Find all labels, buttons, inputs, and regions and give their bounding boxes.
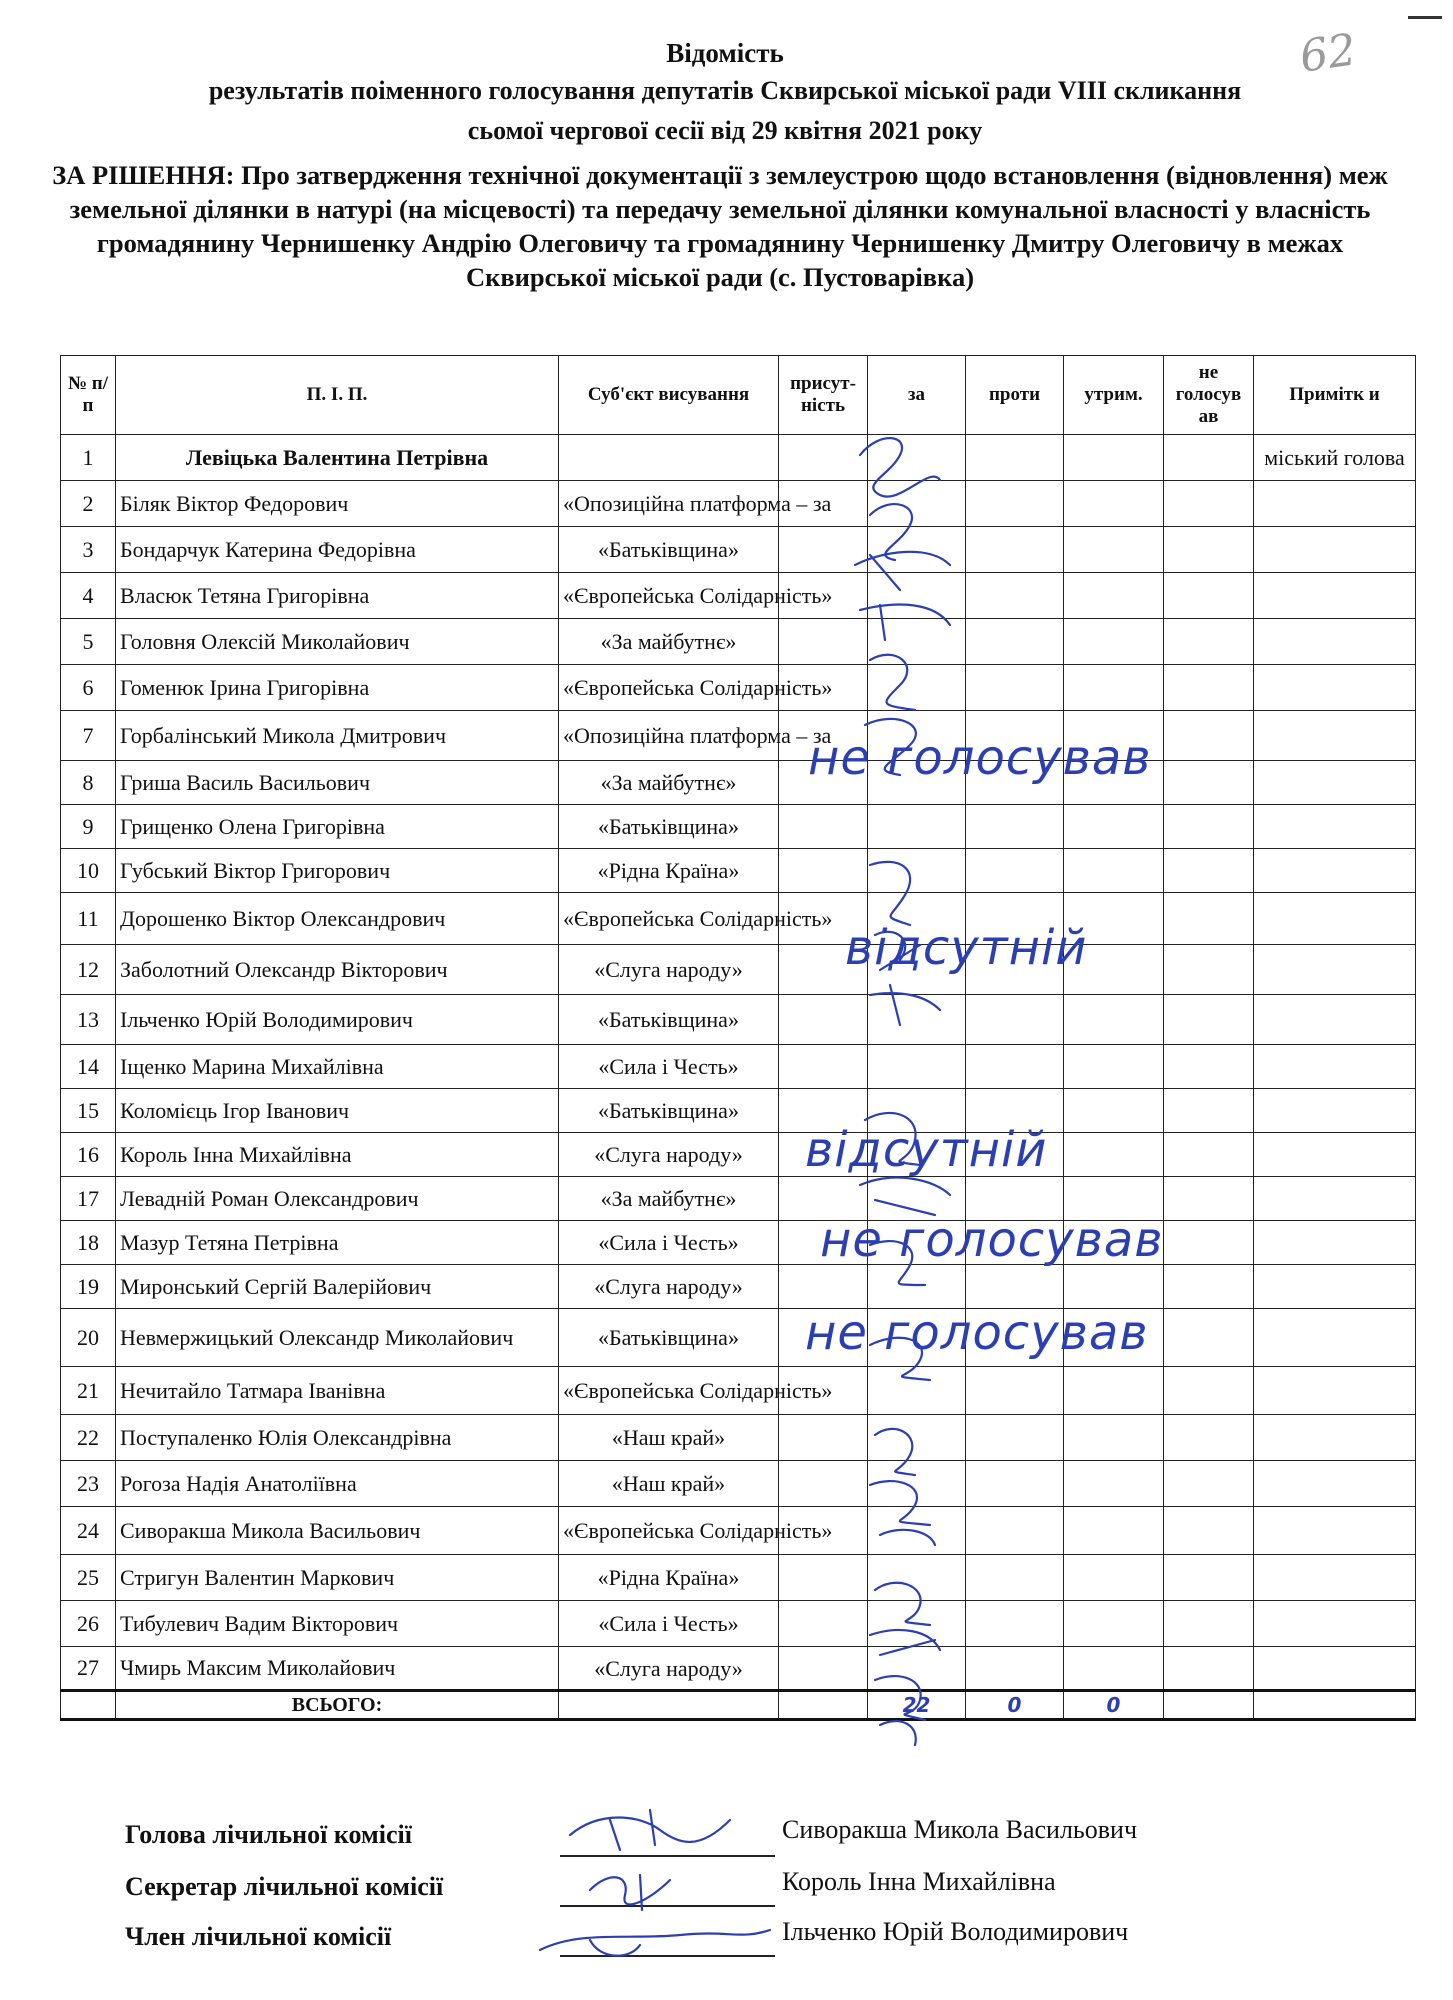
secretary-label: Секретар лічильної комісії [125, 1872, 444, 1901]
handwritten-absent-15: відсутній [805, 1122, 1048, 1178]
document-title: Відомість [666, 38, 784, 68]
row-number: 5 [61, 619, 116, 665]
cell-against [966, 1415, 1064, 1461]
deputy-name: Левіцька Валентина Петрівна [116, 435, 559, 481]
cell-against [966, 481, 1064, 527]
deputy-name: Мазур Тетяна Петрівна [116, 1221, 559, 1265]
deputy-name: Король Інна Михайлівна [116, 1133, 559, 1177]
nominating-party: «Батьківщина» [559, 1309, 779, 1367]
row-number: 14 [61, 1045, 116, 1089]
table-row [61, 1265, 1416, 1309]
cell-abstain [1064, 1415, 1164, 1461]
total-for: 22 [868, 1691, 966, 1720]
deputy-name: Гриша Василь Васильович [116, 761, 559, 805]
row-number: 13 [61, 995, 116, 1045]
header-for: за [868, 356, 966, 435]
deputy-name: Ільченко Юрій Володимирович [116, 995, 559, 1045]
table-row [61, 893, 1416, 945]
nominating-party: «Європейська Солідарність» [559, 665, 779, 711]
nominating-party: «Сила і Честь» [559, 1221, 779, 1265]
deputy-name: Тибулевич Вадим Вікторович [116, 1601, 559, 1647]
cell-not-voted [1164, 1045, 1254, 1089]
cell-note [1254, 1601, 1416, 1647]
cell-note [1254, 1647, 1416, 1691]
nominating-party: «Сила і Честь» [559, 1045, 779, 1089]
nominating-party: «Європейська Солідарність» [559, 893, 779, 945]
row-number: 25 [61, 1555, 116, 1601]
cell-abstain [1064, 1507, 1164, 1555]
deputy-name: Заболотний Олександр Вікторович [116, 945, 559, 995]
header-against: проти [966, 356, 1064, 435]
handwritten-not-voted-17: не голосував [820, 1212, 1164, 1268]
cell-not-voted [1164, 995, 1254, 1045]
table-row [61, 573, 1416, 619]
row-number: 20 [61, 1309, 116, 1367]
cell-not-voted [1164, 1133, 1254, 1177]
row-number: 23 [61, 1461, 116, 1507]
cell-note [1254, 1089, 1416, 1133]
cell-not-voted [1164, 527, 1254, 573]
cell-abstain [1064, 1265, 1164, 1309]
table-row [61, 1507, 1416, 1555]
header-abstain: утрим. [1064, 356, 1164, 435]
cell-note [1254, 481, 1416, 527]
cell-note [1254, 849, 1416, 893]
cell-not-voted [1164, 1461, 1254, 1507]
table-row [61, 1461, 1416, 1507]
row-number: 26 [61, 1601, 116, 1647]
total-against: 0 [966, 1691, 1064, 1720]
nominating-party: «Слуга народу» [559, 1133, 779, 1177]
cell-not-voted [1164, 945, 1254, 995]
table-row [61, 1133, 1416, 1177]
cell-against [966, 527, 1064, 573]
voting-table [60, 355, 1416, 1721]
table-row [61, 1647, 1416, 1691]
table-row [61, 1045, 1416, 1089]
member-name: Ільченко Юрій Володимирович [782, 1917, 1129, 1946]
chair-name: Сиворакша Микола Васильович [782, 1815, 1138, 1844]
nominating-party: «Наш край» [559, 1415, 779, 1461]
cell-not-voted [1164, 1507, 1254, 1555]
row-number: 2 [61, 481, 116, 527]
resolution-text: ЗА РІШЕННЯ: Про затвердження технічної документації з землеустрою щодо встановлення (відновлення) меж земельної ділянки в натурі (на місцевості) та передачу земельної ділянки комунальної власності у власність громадянину Чернишенку Андрію Олеговичу та громадянину Чернишенку Дмитру Олеговичу в межах Сквирської міської ради (с. Пустоварівка) [52, 160, 1388, 292]
cell-not-voted [1164, 1601, 1254, 1647]
cell-abstain [1064, 1367, 1164, 1415]
table-row [61, 761, 1416, 805]
row-number: 3 [61, 527, 116, 573]
nominating-party [559, 435, 779, 481]
chair-label: Голова лічильної комісії [125, 1820, 412, 1849]
cell-not-voted [1164, 1555, 1254, 1601]
row-number: 19 [61, 1265, 116, 1309]
cell-not-voted [1164, 665, 1254, 711]
row-number: 6 [61, 665, 116, 711]
deputy-name: Іщенко Марина Михайлівна [116, 1045, 559, 1089]
cell-against [966, 1045, 1064, 1089]
total-abstain: 0 [1064, 1691, 1164, 1720]
total-label: ВСЬОГО: [116, 1691, 559, 1720]
cell-note [1254, 1045, 1416, 1089]
row-number: 17 [61, 1177, 116, 1221]
commission-signatures-icon [530, 1790, 790, 1980]
row-number: 27 [61, 1647, 116, 1691]
cell-abstain [1064, 481, 1164, 527]
cell-note [1254, 1265, 1416, 1309]
cell-abstain [1064, 1601, 1164, 1647]
nominating-party: «За майбутнє» [559, 761, 779, 805]
cell-note [1254, 665, 1416, 711]
deputy-name: Головня Олексій Миколайович [116, 619, 559, 665]
nominating-party: «Батьківщина» [559, 805, 779, 849]
row-number: 9 [61, 805, 116, 849]
cell-note [1254, 1177, 1416, 1221]
cell-note [1254, 1555, 1416, 1601]
cell-not-voted [1164, 1367, 1254, 1415]
header-note: Примітк и [1254, 356, 1416, 435]
cell-against [966, 435, 1064, 481]
document-subtitle-line2: сьомої чергової сесії від 29 квітня 2021 року [467, 116, 983, 145]
table-row [61, 481, 1416, 527]
nominating-party: «Європейська Солідарність» [559, 1367, 779, 1415]
cell-abstain [1064, 619, 1164, 665]
cell-not-voted [1164, 1089, 1254, 1133]
cell-note [1254, 761, 1416, 805]
member-label: Член лічильної комісії [125, 1922, 392, 1951]
cell-against [966, 849, 1064, 893]
cell-against [966, 1647, 1064, 1691]
table-row [61, 1555, 1416, 1601]
deputy-name: Горбалінський Микола Дмитрович [116, 711, 559, 761]
cell-not-voted [1164, 711, 1254, 761]
cell-note [1254, 945, 1416, 995]
cell-not-voted [1164, 805, 1254, 849]
cell-against [966, 1265, 1064, 1309]
cell-note [1254, 1133, 1416, 1177]
secretary-name: Король Інна Михайлівна [782, 1867, 1056, 1896]
cell-against [966, 665, 1064, 711]
cell-not-voted [1164, 1647, 1254, 1691]
cell-against [966, 805, 1064, 849]
deputy-name: Чмирь Максим Миколайович [116, 1647, 559, 1691]
cell-against [966, 1507, 1064, 1555]
cell-note: міський голова [1254, 435, 1416, 481]
nominating-party: «Опозиційна платформа – за [559, 711, 779, 761]
cell-against [966, 1461, 1064, 1507]
cell-note [1254, 805, 1416, 849]
corner-mark [1408, 16, 1442, 19]
nominating-party: «Європейська Солідарність» [559, 573, 779, 619]
cell-note [1254, 619, 1416, 665]
deputy-name: Сиворакша Микола Васильович [116, 1507, 559, 1555]
nominating-party: «Слуга народу» [559, 1265, 779, 1309]
cell-abstain [1064, 1133, 1164, 1177]
nominating-party: «За майбутнє» [559, 619, 779, 665]
total-cell-empty [61, 1691, 116, 1720]
table-row [61, 1367, 1416, 1415]
cell-against [966, 619, 1064, 665]
cell-abstain [1064, 665, 1164, 711]
table-row [61, 1177, 1416, 1221]
deputy-name: Губський Віктор Григорович [116, 849, 559, 893]
nominating-party: «Слуга народу» [559, 1647, 779, 1691]
cell-not-voted [1164, 893, 1254, 945]
deputy-name: Гоменюк Ірина Григорівна [116, 665, 559, 711]
cell-abstain [1064, 1461, 1164, 1507]
deputy-name: Грищенко Олена Григорівна [116, 805, 559, 849]
deputy-name: Власюк Тетяна Григорівна [116, 573, 559, 619]
table-row [61, 1601, 1416, 1647]
cell-note [1254, 1309, 1416, 1367]
cell-against [966, 1555, 1064, 1601]
cell-note [1254, 573, 1416, 619]
cell-abstain [1064, 1045, 1164, 1089]
handwritten-not-voted-7: не голосував [808, 730, 1152, 786]
cell-note [1254, 995, 1416, 1045]
total-cell-empty [1254, 1691, 1416, 1720]
row-number: 12 [61, 945, 116, 995]
row-number: 8 [61, 761, 116, 805]
cell-note [1254, 711, 1416, 761]
cell-note [1254, 527, 1416, 573]
cell-not-voted [1164, 435, 1254, 481]
table-row [61, 945, 1416, 995]
handwritten-not-voted-19: не голосував [805, 1305, 1149, 1361]
table-row [61, 1089, 1416, 1133]
deputy-name: Миронський Сергій Валерійович [116, 1265, 559, 1309]
nominating-party: «Європейська Солідарність» [559, 1507, 779, 1555]
cell-not-voted [1164, 1265, 1254, 1309]
deputy-name: Левадній Роман Олександрович [116, 1177, 559, 1221]
deputy-name: Коломієць Ігор Іванович [116, 1089, 559, 1133]
cell-abstain [1064, 1647, 1164, 1691]
deputy-name: Нечитайло Татмара Іванівна [116, 1367, 559, 1415]
cell-abstain [1064, 435, 1164, 481]
cell-note [1254, 1415, 1416, 1461]
cell-abstain [1064, 995, 1164, 1045]
table-row [61, 711, 1416, 761]
deputy-name: Рогоза Надія Анатоліївна [116, 1461, 559, 1507]
table-row [61, 1415, 1416, 1461]
row-number: 4 [61, 573, 116, 619]
cell-note [1254, 1507, 1416, 1555]
cell-abstain [1064, 1555, 1164, 1601]
nominating-party: «Наш край» [559, 1461, 779, 1507]
table-row [61, 435, 1416, 481]
cell-not-voted [1164, 849, 1254, 893]
row-number: 11 [61, 893, 116, 945]
cell-note [1254, 893, 1416, 945]
cell-not-voted [1164, 1177, 1254, 1221]
header-not-voted: не голосув ав [1164, 356, 1254, 435]
deputy-name: Стригун Валентин Маркович [116, 1555, 559, 1601]
handwritten-absent-11: відсутній [845, 920, 1088, 976]
deputy-name: Дорошенко Віктор Олександрович [116, 893, 559, 945]
table-header-row [61, 356, 1416, 435]
row-number: 22 [61, 1415, 116, 1461]
cell-against [966, 1367, 1064, 1415]
table-row [61, 805, 1416, 849]
cell-not-voted [1164, 573, 1254, 619]
cell-against [966, 995, 1064, 1045]
cell-not-voted [1164, 1309, 1254, 1367]
row-number: 15 [61, 1089, 116, 1133]
nominating-party: «Опозиційна платформа – за [559, 481, 779, 527]
table-row [61, 849, 1416, 893]
deputy-name: Бондарчук Катерина Федорівна [116, 527, 559, 573]
cell-abstain [1064, 1089, 1164, 1133]
total-cell-empty [1164, 1691, 1254, 1720]
header-name: П. І. П. [116, 356, 559, 435]
nominating-party: «Батьківщина» [559, 1089, 779, 1133]
deputy-name: Невмержицький Олександр Миколайович [116, 1309, 559, 1367]
deputy-name: Біляк Віктор Федорович [116, 481, 559, 527]
document-subtitle-line1: результатів поіменного голосування депутатів Сквирської міської ради VIII скликання [208, 76, 1242, 105]
cell-not-voted [1164, 1221, 1254, 1265]
nominating-party: «За майбутнє» [559, 1177, 779, 1221]
nominating-party: «Батьківщина» [559, 995, 779, 1045]
nominating-party: «Рідна Країна» [559, 1555, 779, 1601]
cell-not-voted [1164, 1415, 1254, 1461]
table-row [61, 619, 1416, 665]
table-row [61, 995, 1416, 1045]
row-number: 16 [61, 1133, 116, 1177]
cell-not-voted [1164, 619, 1254, 665]
cell-against [966, 1601, 1064, 1647]
nominating-party: «Слуга народу» [559, 945, 779, 995]
table-row [61, 527, 1416, 573]
row-number: 18 [61, 1221, 116, 1265]
row-number: 24 [61, 1507, 116, 1555]
cell-not-voted [1164, 761, 1254, 805]
cell-not-voted [1164, 481, 1254, 527]
cell-against [966, 573, 1064, 619]
cell-abstain [1064, 527, 1164, 573]
cell-abstain [1064, 805, 1164, 849]
row-number: 7 [61, 711, 116, 761]
cell-abstain [1064, 849, 1164, 893]
row-number: 1 [61, 435, 116, 481]
table-row [61, 1221, 1416, 1265]
table-row [61, 665, 1416, 711]
nominating-party: «Рідна Країна» [559, 849, 779, 893]
page-number-handwritten: 62 [1296, 24, 1360, 83]
cell-note [1254, 1367, 1416, 1415]
table-row [61, 1309, 1416, 1367]
deputy-name: Поступаленко Юлія Олександрівна [116, 1415, 559, 1461]
row-number: 10 [61, 849, 116, 893]
total-row [61, 1691, 1416, 1720]
nominating-party: «Батьківщина» [559, 527, 779, 573]
nominating-party: «Сила і Честь» [559, 1601, 779, 1647]
cell-note [1254, 1221, 1416, 1265]
row-number: 21 [61, 1367, 116, 1415]
cell-abstain [1064, 573, 1164, 619]
header-subject: Суб'єкт висування [559, 356, 779, 435]
cell-note [1254, 1461, 1416, 1507]
header-present: присут-ність [779, 356, 868, 435]
total-cell-empty [559, 1691, 779, 1720]
presence-signatures-icon [840, 425, 970, 1765]
header-num: № п/п [61, 356, 116, 435]
